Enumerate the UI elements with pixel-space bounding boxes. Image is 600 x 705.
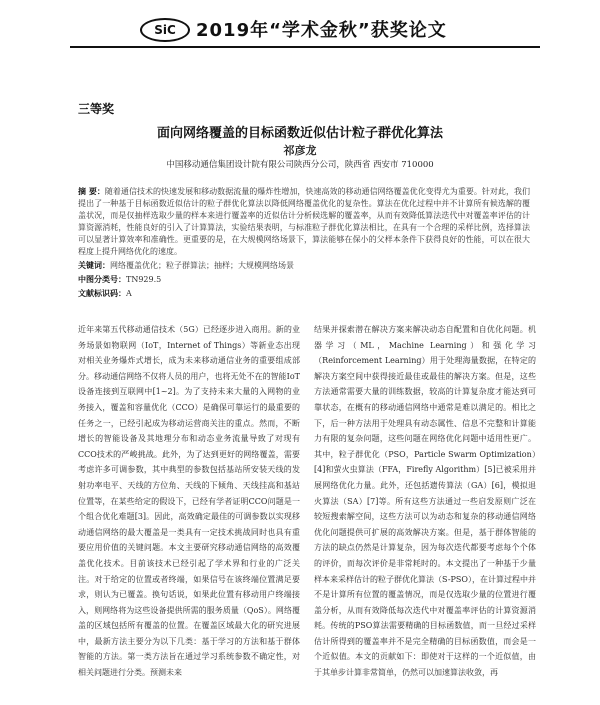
keywords-text: 网络覆盖优化；粒子群算法；抽样；大规模网络场景 — [110, 261, 294, 270]
clc-value: TN929.5 — [126, 275, 162, 284]
clc-label: 中图分类号： — [78, 275, 126, 284]
author-affiliation: 中国移动通信集团设计院有限公司陕西分公司，陕西省 西安市 710000 — [166, 160, 434, 170]
abstract-label: 摘 要： — [78, 187, 105, 196]
document-code — [78, 288, 530, 300]
journal-header — [0, 16, 600, 50]
abstract — [78, 186, 530, 258]
series-title: 2019年“学术金秋”获奖论文 — [196, 20, 447, 41]
header-divider — [70, 46, 540, 48]
author-name: 祁彦龙 — [283, 144, 317, 157]
keywords-label: 关键词： — [78, 261, 110, 270]
doc-label: 文献标识码： — [78, 289, 126, 298]
body-column-right: 结果并探索潜在解决方案来解决动态自配置和自优化问题。机器学习（ML，Machine Learning）和强化学习（Reinforcement Learning）用于处理海量数据，在特定的解决方案空间中获得接近最佳或最佳的解决方案。但是，这些方法通常需要大量的训练数据，较高的计算复杂度才能达到可靠状态，在概有的移动通信网络中通常是难以满足的。相比之下，后一种方法用于处理具有动态属性、信息不完整和计算能力有限的复杂问题，这些问题在网络优化问题中适用性更广。其中，粒子群优化（PSO，Particle Swarm Optimization）[4]和萤火虫算法（FFA，Firefly Algorithm）[5]已被采用并展网络优化力量。此外，还包括遗传算法（GA）[6]，模拟退火算法（SA）[7]等。所有这些方法通过一些启发原则广泛在较短搜索解空间，这些方法可以为动态和复杂的移动通信网络优化问题提供可扩展的高效解决方案。但是，基于群体智能的方法的缺点仍然是计算复杂，因为每次迭代都要考虑每个个体的评价，而每次评价是非常耗时的。本文提出了一种基于少量样本来采样估计的粒子群优化算法（S-PSO），在计算过程中并不是计算所有位置的覆盖情况，而是仅选取少量的位置进行覆盖分析，从而有效降低每次迭代中对覆盖率评估的计算资源消耗。传统的PSO算法需要精确的目标函数值，而一旦经过采样估计所得到的覆盖率并不是完全精确的目标函数值，而会是一个近似值。本文的贡献如下：即使对于这样的一个近似值，由于其单步计算非常简单，仍然可以加速算法收敛，再 — [314, 325, 536, 678]
doc-value: A — [126, 289, 132, 298]
society-logo: SiC — [140, 18, 190, 42]
clc-number — [78, 274, 530, 286]
abstract-text: 随着通信技术的快速发展和移动数据流量的爆炸性增加，快速高效的移动通信网络覆盖优化变得尤为重要。针对此，我们提出了一种基于目标函数近似估计的粒子群优化算法以降低网络覆盖优化的复杂性。算法在优化过程中并不计算所有候选解的覆盖状况，而是仅抽样选取少量的样本来进行覆盖率的近似估计分析候选解的覆盖率，从而有效降低算法迭代中对覆盖率评估的计算资源消耗，性能良好的引入了计算算法，实验结果表明，与标准粒子群优化算法相比，在具有一个合理的采样比例，选择算法可以显著计算效率和准确性。更重要的是，在大规模网络场景下，算法能够在保小的父样本条件下获得良好的性能，可以在很大程度上提升网络优化的速度。 — [78, 187, 530, 256]
body-column-left: 近年来第五代移动通信技术（5G）已经逐步进入商用。新的业务场景如物联网（IoT，Internet of Things）等新业态出现对相关业务爆炸式增长，成为未来移动通信业务的重要组成部分。移动通信网络不仅将人员的用户，也将无处不在的智能IoT设备连接到互联网中[1~2]。为了支持未来大量的入网物的业务接入，覆盖和容量优化（CCO）是确保可靠运行的最重要的任务之一，已经引起成为移动运营商关注的重点。然而，不断增长的智能设备及其地理分布和动态业务流量导致了对现有CCO技术的严峻挑战。此外，为了达到更好的网络覆盖，需要考虑许多可调参数，其中典型的参数包括基站所安装天线的发射功率电平、天线的方位角、天线的下倾角、天线挂高和基站位置等，在某些给定的假设下，已经有学者证明CCO问题是一个组合优化难题[3]。因此，高效确定最佳的可调参数以实现移动通信网络的最大覆盖是一类具有一定技术挑战同时也具有重要应用价值的关键问题。本文主要研究移动通信网络的高效覆盖优化技术。目前该技术已经引起了学术界和行业的广泛关注。对于给定的位置或者终端，如果信号在该终端位置满足要求，则认为已覆盖。换句话说，如果此位置有移动用户终端接入，则网络将为这些设备提供所需的服务质量（QoS）。网络覆盖的区域包括所有覆盖的位置。在覆盖区域最大化的研究进展中，最新方法主要分为以下几类：基于学习的方法和基于群体智能的方法。第一类方法旨在通过学习系统参数不确定性，对相关问题进行分类。预测未来 — [78, 325, 300, 678]
paper-title: 面向网络覆盖的目标函数近似估计粒子群优化算法 — [156, 126, 443, 141]
award-label: 三等奖 — [78, 102, 115, 116]
keywords — [78, 260, 530, 272]
